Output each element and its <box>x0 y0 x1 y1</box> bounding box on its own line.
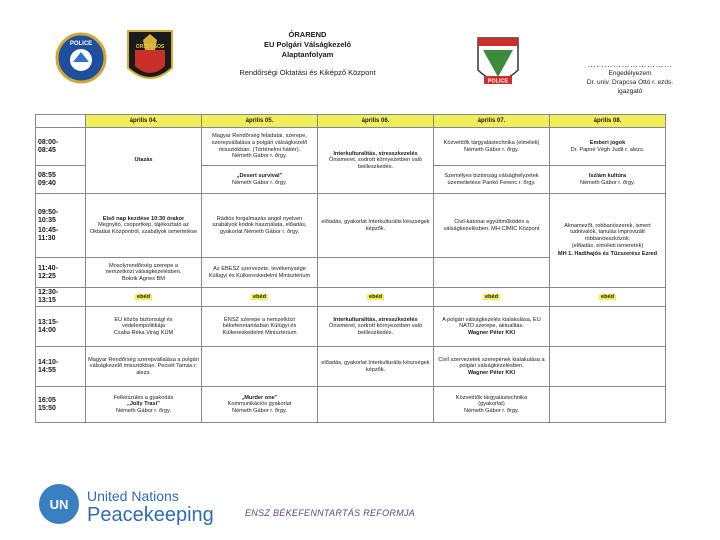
national-police-badge <box>125 28 175 90</box>
time-cell: 16:05 15:50 <box>36 387 86 423</box>
schedule-cell <box>434 258 550 288</box>
lunch-label: ebéd <box>484 293 499 300</box>
police-badge-right <box>475 32 521 92</box>
time-cell <box>36 194 86 258</box>
schedule-cell <box>434 387 550 423</box>
schedule-cell <box>86 387 202 423</box>
session-lecturer: Németh Gábor r. őrgy. <box>116 407 171 414</box>
session-title: Emberi jogok <box>589 139 626 146</box>
title-line-2: EU Polgári Válságkezelő <box>263 40 352 49</box>
session-title: Az EBESZ szervezete, tevékenysége <box>213 265 306 272</box>
lunch-cell <box>202 288 318 307</box>
session-title: Közvetítők tárgyalástechnika <box>455 394 528 401</box>
table-row <box>36 387 666 423</box>
lunch-label: ebéd <box>368 293 383 300</box>
session-lecturer: Németh Gábor r. őrgy. <box>464 407 519 414</box>
schedule-cell: Személyes biztonság válsághelyzetek üzemeltetése Pankó Ferenc r. őrgy. <box>434 166 550 194</box>
session-title: Interkulturalitás, stresszkezelés <box>333 316 418 323</box>
time-cell: 12:30- 13:15 <box>36 288 86 307</box>
schedule-cell <box>550 166 666 194</box>
svg-text:POLICE: POLICE <box>69 41 93 47</box>
session-title: „Murder one” <box>241 394 278 401</box>
session-detail: Önismeret, sodrott környezetben való beilleszkedés. <box>329 157 422 170</box>
session-lecturer: Csaba Réka Virág KÜM <box>113 329 174 336</box>
session-title: Aknamezőt, robbanószerek, ismert tudnivalók, tanulás improvizált robbanóeszközök. <box>564 222 651 242</box>
session-lecturer: Németh Gábor r. őrgy. <box>464 146 519 153</box>
schedule-cell: Rádiós forgalmazás angol nyelven szabályok kódok használata, előadás, gyakorlat Németh Gábor r. őrgy. <box>202 194 318 258</box>
schedule-cell <box>434 128 550 166</box>
schedule-cell <box>86 307 202 347</box>
session-lecturer: Bokrik Ágnes BM <box>122 275 165 282</box>
schedule-cell: Magyar Rendőrség szerepvállalása a polgári válságkezelő missziókban. Pecsét Tamás r. alezs. <box>86 347 202 387</box>
session-title: EU kôzös biztonsági és <box>114 316 173 323</box>
un-logo-subtext: Peacekeeping <box>87 504 214 526</box>
day-header: április 08. <box>550 115 666 128</box>
schedule-cell: Utazás <box>86 128 202 194</box>
schedule-cell <box>434 307 550 347</box>
schedule-cell <box>434 347 550 387</box>
schedule-cell <box>318 387 434 423</box>
schedule-cell <box>550 387 666 423</box>
schedule-cell <box>318 258 434 288</box>
table-row <box>36 307 666 347</box>
schedule-cell: Civil-katonai együttműködés a válságkezelésben. MH CIMIC Központ <box>434 194 550 258</box>
day-header-row <box>36 115 666 128</box>
un-emblem-icon: UN <box>39 484 79 524</box>
session-lecturer: Wagner Péter KKI <box>467 369 516 376</box>
schedule-cell: ENSZ szerepe a nemzetközi békefenntartásban Külügyi és Külkereskedelmi Minisztérium <box>202 307 318 347</box>
session-detail: (gyakorlat) <box>478 401 505 408</box>
schedule-cell <box>202 166 318 194</box>
schedule-cell <box>318 307 434 347</box>
session-title: „Desert survival” <box>236 172 283 179</box>
session-detail: Kommunikációs gyakorlat <box>227 401 292 408</box>
session-lecturer: MH 1. Hadihajós és Tűzszerész Ezred <box>557 250 658 257</box>
police-crest-icon <box>475 32 521 92</box>
session-detail: Önismeret, sodrott környezetben való beilleszkedés. <box>329 323 422 336</box>
schedule-cell <box>550 307 666 347</box>
approval-label: Engedélyezem <box>608 70 652 77</box>
day-header: április 04. <box>86 115 202 128</box>
shield-emblem-icon <box>125 28 175 90</box>
schedule-cell <box>86 258 202 288</box>
session-title: „Jolly Trasi” <box>127 401 160 408</box>
session-lecturer: Németh Gábor r. őrgy. <box>580 179 635 186</box>
approval-block <box>560 60 700 96</box>
session-title: Interkulturalitás, stresszkezelés <box>333 150 418 157</box>
lunch-cell <box>318 288 434 307</box>
schedule-cell: előadás, gyakorlat Interkulturális készségek képzők. <box>318 194 434 258</box>
un-peacekeeping-logo <box>35 478 245 528</box>
title-line-3: Alaptanfolyam <box>281 50 334 59</box>
lunch-label: ebéd <box>600 293 615 300</box>
time-cell: 14:10- 14:55 <box>36 347 86 387</box>
schedule-cell <box>86 194 202 258</box>
session-title: Iszlám kultúra <box>588 172 627 179</box>
schedule-cell <box>202 347 318 387</box>
approval-role: igazgató <box>617 88 643 95</box>
police-shield-icon <box>55 32 107 84</box>
time-cell: 08:00- 08:45 <box>36 128 86 166</box>
session-lecturer: Dr. Papné Végh Judit r. alezs. <box>570 146 645 153</box>
day-header: április 05. <box>202 115 318 128</box>
lunch-cell <box>86 288 202 307</box>
title-line-1: ÓRAREND <box>288 30 327 39</box>
session-lecturer: Németh Gábor r. őrgy. <box>232 407 287 414</box>
schedule-cell <box>550 347 666 387</box>
schedule-cell <box>550 128 666 166</box>
day-header: április 06. <box>318 115 434 128</box>
session-lecturer: Németh Gábor r. őrgy. <box>232 179 287 186</box>
institute-name: Rendőrségi Oktatási és Kiképző Központ <box>239 68 376 77</box>
schedule-cell: előadás, gyakorlat Interkulturális készségek képzők. <box>318 347 434 387</box>
session-title: védelempolitikája <box>122 323 165 330</box>
table-row <box>36 194 666 258</box>
lunch-row <box>36 288 666 307</box>
session-title: Közvetítők tárgyalástechnika (elméleti) <box>443 139 540 146</box>
session-lecturer: Németh Gábor r. őrgy. <box>232 153 287 160</box>
lunch-label: ebéd <box>252 293 267 300</box>
schedule-cell <box>318 128 434 194</box>
lunch-cell <box>550 288 666 307</box>
schedule-cell <box>550 194 666 288</box>
session-lecturer: Wagner Péter KKI <box>467 329 516 336</box>
approval-name: Dr. univ. Drapcsa Ottó r. ezds. <box>586 79 674 86</box>
session-title: Felkészülés a gyakorlás <box>113 394 174 401</box>
session-detail: (előadás, elméleti ismeretek) <box>571 243 644 250</box>
schedule-cell <box>202 128 318 166</box>
time-cell: 11:40- 12:25 <box>36 258 86 288</box>
signature-line: ………………………… <box>587 60 673 69</box>
time-cell: 08:55 09:40 <box>36 166 86 194</box>
session-title: Magyar Rendőrség feladatai, szerepe, szerepvállalása a polgári válságkezelő missziókban. (Történelmi háttér). <box>211 133 308 153</box>
document-header <box>0 0 720 110</box>
police-badge-left <box>55 32 107 84</box>
svg-text:ORSZÁGOS: ORSZÁGOS <box>135 44 165 50</box>
session-title: Civil szervezetek szerepének kialakulása a polgári válságkezelésben. <box>438 356 545 370</box>
session-title: Mosolyrendőrség szerepe a <box>108 262 179 269</box>
session-title: Első nap kezdése 10:30 órakor <box>102 215 185 222</box>
time-label: 09:50- 10:35 <box>38 208 59 224</box>
session-title: nemzetközi válságkezelésben. <box>105 269 182 276</box>
schedule-title <box>220 30 395 78</box>
table-row <box>36 128 666 166</box>
un-logo-text: United Nations <box>87 488 179 504</box>
time-cell: 13:15- 14:00 <box>36 307 86 347</box>
session-title: A polgári válságkezelés kialakulása, EU NATO szerepe, aktualitás. <box>442 316 541 330</box>
table-row <box>36 347 666 387</box>
footer-caption: ENSZ BÉKEFENNTARTÁS REFORMJA <box>245 508 416 518</box>
session-lecturer: Külügyi és Külkereskedelmi Minisztérium <box>208 272 311 279</box>
lunch-label: ebéd <box>136 293 151 300</box>
schedule-cell <box>202 258 318 288</box>
schedule-table <box>35 114 666 423</box>
lunch-cell <box>434 288 550 307</box>
corner-cell <box>36 115 86 128</box>
svg-text:POLICE: POLICE <box>487 78 509 85</box>
session-detail: Megnyitó, csoportkép, tájékoztató az Oktatási Központról, szabályok ismertetése <box>89 222 198 235</box>
day-header: április 07. <box>434 115 550 128</box>
time-label: 10:45- 11:30 <box>38 226 59 242</box>
schedule-cell <box>202 387 318 423</box>
